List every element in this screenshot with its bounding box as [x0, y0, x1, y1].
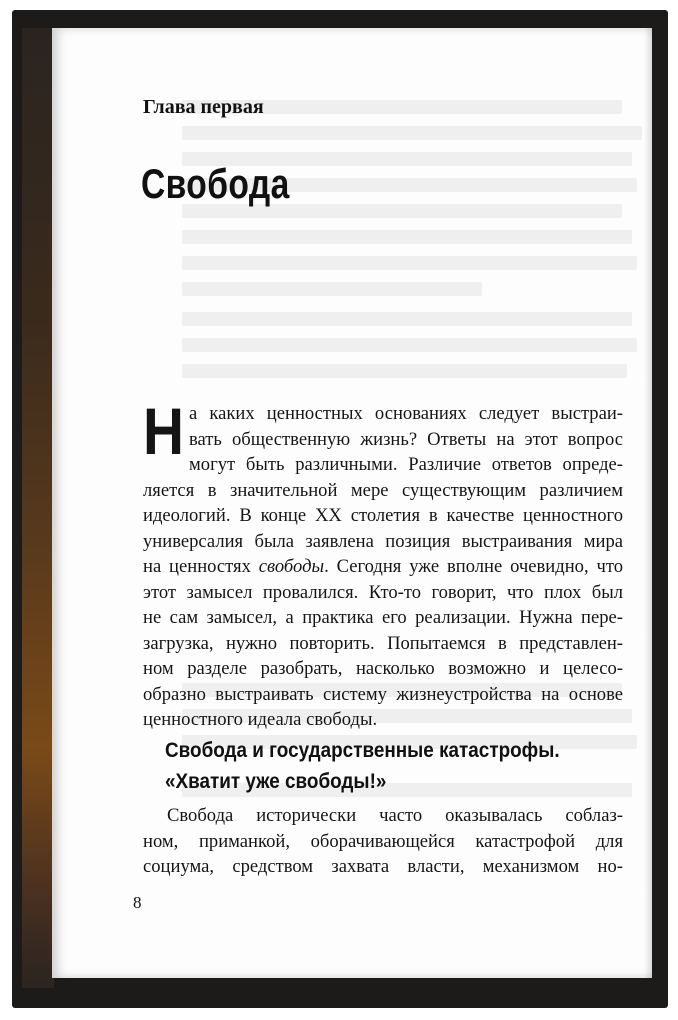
paragraph-line: а каких ценностных основаниях следует выстраи-	[189, 403, 623, 424]
page-number: 8	[133, 893, 142, 912]
bleed-through-line	[182, 126, 642, 140]
drop-cap: Н	[143, 394, 184, 468]
subsection-title-line: «Хватит уже свободы!»	[165, 770, 387, 793]
paragraph-line: загрузка, нужно повторить. Попытаемся в представлен-	[143, 632, 623, 654]
emphasis-word: свободы	[258, 556, 325, 577]
subsection-title	[165, 735, 635, 797]
paragraph-line: этот замысел провалился. Кто-то говорит, что плох был	[143, 581, 623, 603]
paragraph-line: ном, приманкой, оборачивающейся катастрофой для	[143, 830, 623, 852]
book-spine	[22, 28, 54, 988]
paragraph-line: идеологий. В конце XX столетия в качестве ценностного	[143, 505, 623, 526]
chapter-label: Глава первая	[143, 96, 264, 118]
paragraph-line: могут быть различными. Различие ответов опреде-	[189, 454, 623, 475]
bleed-through-line	[182, 364, 627, 378]
paragraph-line	[143, 554, 623, 580]
paragraph-line: Свобода исторически часто оказывалась соблаз-	[167, 805, 623, 826]
bleed-through-line	[182, 282, 482, 296]
intro-paragraph	[143, 401, 623, 733]
paragraph-line: ценностного идеала свободы.	[143, 709, 378, 730]
paragraph-line: универсалия была заявлена позиция выстраивания мира	[143, 530, 623, 552]
bleed-through-line	[182, 338, 637, 352]
paragraph-line: образно выстраивать систему жизнеустройства на основе	[143, 683, 623, 705]
bleed-through-line	[182, 230, 632, 244]
bleed-through-line	[182, 256, 637, 270]
subsection-title-line: Свобода и государственные катастрофы.	[165, 739, 560, 762]
line-text: на ценностях	[143, 556, 259, 577]
line-text: . Сегодня уже вполне очевидно, что	[324, 556, 623, 577]
paragraph-line: не сам замысел, а практика его реализации. Нужна пере-	[143, 607, 623, 628]
page-edge-shadow	[644, 28, 652, 978]
paragraph-line: ном разделе разобрать, насколько возможно и целесо-	[143, 658, 623, 679]
section-title: Свобода	[141, 160, 290, 207]
subsection-paragraph	[143, 803, 623, 880]
bleed-through-line	[182, 312, 632, 326]
paragraph-line: ляется в значительной мере существующим различием	[143, 479, 623, 501]
paragraph-line: социума, средством захвата власти, механизмом но-	[143, 856, 623, 877]
paragraph-line: вать общественную жизнь? Ответы на этот вопрос	[189, 428, 623, 450]
